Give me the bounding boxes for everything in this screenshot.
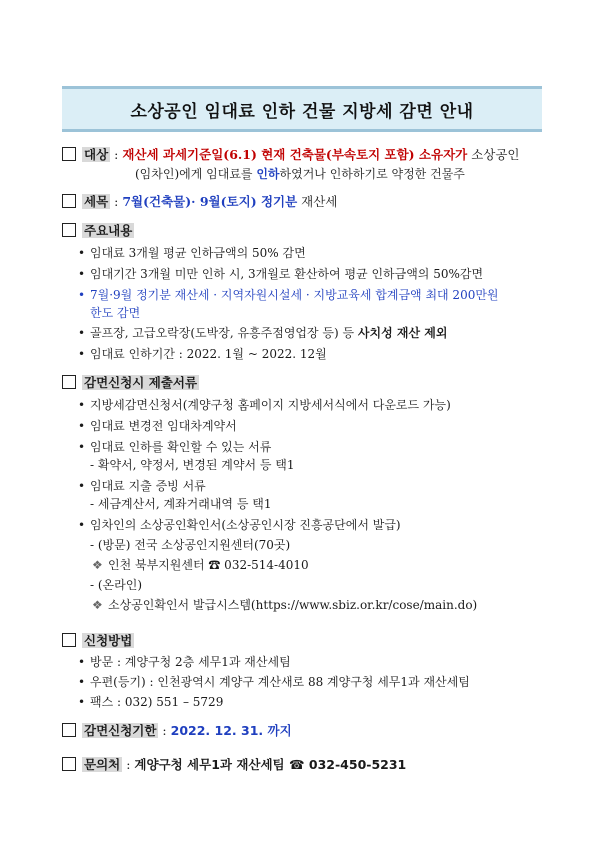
checkbox-icon (62, 147, 76, 161)
bullet-icon: • (78, 518, 86, 532)
list-item: • 골프장, 고급오락장(도박장, 유흥주점영업장 등) 등 사치성 재산 제외 (78, 326, 448, 340)
section-heading-target: 대상 (84, 147, 109, 162)
section-heading-documents: 감면신청시 제출서류 (84, 375, 198, 390)
section-method (62, 632, 134, 650)
section-heading-contact: 문의처 (84, 757, 121, 772)
bullet-icon: • (78, 419, 86, 433)
list-item: - (방문) 전국 소상공인지원센터(70곳) (90, 538, 291, 552)
checkbox-icon (62, 194, 76, 208)
list-item: • 임대료 지출 증빙 서류 (78, 479, 206, 493)
list-item: • 방문 : 계양구청 2층 세무1과 재산세팀 (78, 655, 291, 669)
list-item: • 우편(등기) : 인천광역시 계양구 계산새로 88 계양구청 세무1과 재산세팀 (78, 675, 470, 689)
section-deadline: 감면신청기한 : 2022. 12. 31. 까지 (62, 722, 292, 740)
bullet-icon: • (78, 440, 86, 454)
list-item: • 임대기간 3개월 미만 인하 시, 3개월로 환산하여 평균 인하금액의 50%감면 (78, 267, 484, 281)
list-item: - 확약서, 약정서, 변경된 계약서 등 택1 (90, 458, 295, 472)
section-heading-method: 신청방법 (84, 633, 133, 648)
diamond-bullet-icon: ❖ (92, 598, 103, 612)
checkbox-icon (62, 633, 76, 647)
bullet-icon: • (78, 479, 86, 493)
list-item: • 임대료 인하를 확인할 수 있는 서류 (78, 440, 272, 454)
bullet-icon: • (78, 398, 86, 412)
list-item: ❖ 소상공인확인서 발급시스템(https://www.sbiz.or.kr/cose/main.do) (92, 598, 478, 612)
list-item: • 팩스 : 032) 551 – 5729 (78, 695, 224, 709)
list-item: ❖ 인천 북부지원센터 ☎ 032-514-4010 (92, 558, 309, 572)
list-item-continuation: 한도 감면 (90, 306, 141, 320)
contact-value: 계양구청 세무1과 재산세팀 ☎ 032-450-5231 (134, 757, 407, 772)
section-contact: 문의처 : 계양구청 세무1과 재산세팀 ☎ 032-450-5231 (62, 756, 406, 774)
section-heading-main: 주요내용 (84, 223, 133, 238)
checkbox-icon (62, 223, 76, 237)
checkbox-icon (62, 375, 76, 389)
deadline-value: 2022. 12. 31. 까지 (170, 723, 292, 738)
list-item: • 임대료 인하기간 : 2022. 1월 ~ 2022. 12월 (78, 347, 327, 361)
list-item: - 세금계산서, 계좌거래내역 등 택1 (90, 497, 272, 511)
list-item: • 임대료 변경전 임대차계약서 (78, 419, 237, 433)
list-item: • 임차인의 소상공인확인서(소상공인시장 진흥공단에서 발급) (78, 518, 401, 532)
checkbox-icon (62, 757, 76, 771)
title-banner (62, 86, 542, 132)
section-main-content (62, 222, 134, 240)
page-title: 소상공인 임대료 인하 건물 지방세 감면 안내 (130, 101, 474, 122)
checkbox-icon (62, 723, 76, 737)
diamond-bullet-icon: ❖ (92, 558, 103, 572)
list-item: - (온라인) (90, 578, 143, 592)
list-item: • 임대료 3개월 평균 인하금액의 50% 감면 (78, 246, 306, 260)
section-heading-tax-item: 세목 (84, 194, 109, 209)
section-documents (62, 374, 199, 392)
section-tax-item: 세목 : 7월(건축물)· 9월(토지) 정기분 재산세 (62, 193, 337, 211)
target-line-2: (임차인)에게 임대료를 인하하였거나 인하하기로 약정한 건물주 (135, 167, 465, 181)
list-item: • 지방세감면신청서(계양구청 홈페이지 지방세서식에서 다운로드 가능) (78, 398, 451, 412)
section-heading-deadline: 감면신청기한 (84, 723, 157, 738)
list-item: • 7월·9월 정기분 재산세 · 지역자원시설세 · 지방교육세 합계금액 최대 200만원 (78, 288, 499, 302)
target-highlight: 재산세 과세기준일(6.1) 현재 건축물(부속토지 포함) 소유자가 (122, 147, 468, 162)
section-target: 대상 : 재산세 과세기준일(6.1) 현재 건축물(부속토지 포함) 소유자가 소상공인 (62, 146, 520, 164)
